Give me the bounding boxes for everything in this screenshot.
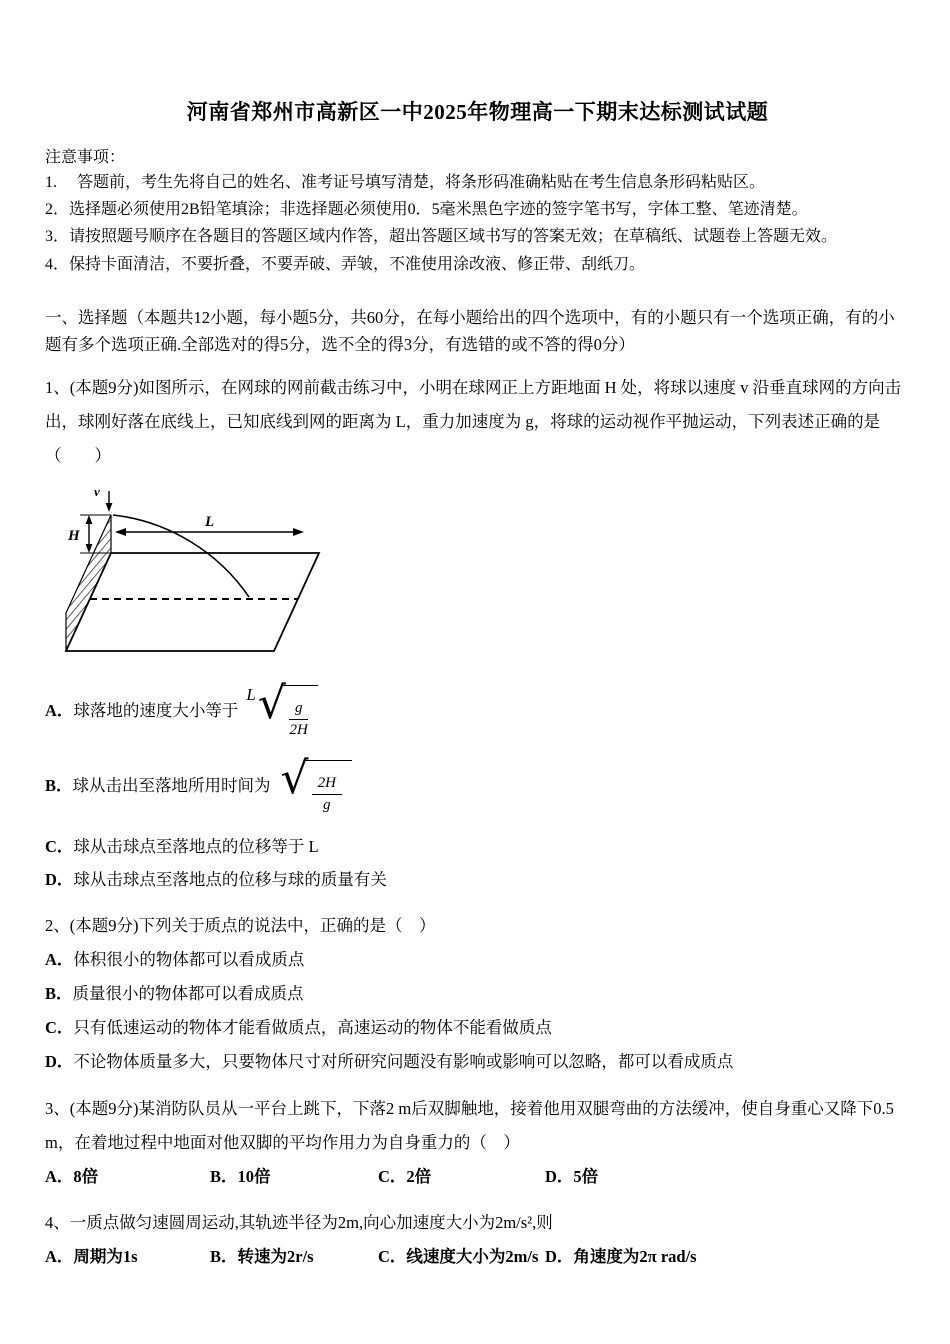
fraction-numerator: 2H	[312, 774, 342, 796]
option-text: 球从击球点至落地点的位移与球的质量有关	[73, 870, 387, 890]
formula-coefficient: L	[246, 684, 256, 704]
fraction-denominator: g	[322, 797, 331, 814]
q2-option-d	[45, 1045, 910, 1079]
radical-group	[257, 677, 319, 741]
option-letter: A．	[45, 701, 74, 721]
formula-sqrt-fraction	[246, 677, 318, 741]
l-arrowhead-left-icon	[115, 528, 126, 536]
radical-sign-icon: √	[280, 752, 309, 804]
option-text: 体积很小的物体都可以看成质点	[73, 950, 305, 970]
option-text: 只有低速运动的物体才能看做质点，高速运动的物体不能看做质点	[73, 1017, 552, 1037]
q4-option-b: B．转速为2r/s	[210, 1246, 314, 1266]
option-text: 质量很小的物体都可以看成质点	[72, 983, 304, 1003]
question-1	[45, 371, 910, 897]
fraction	[289, 699, 309, 741]
label-L: L	[205, 513, 215, 530]
ball-trajectory	[113, 515, 249, 597]
q1-option-c	[45, 830, 910, 864]
option-letter: B．	[45, 776, 73, 796]
notice-header: 注意事项：	[45, 149, 126, 166]
option-text: 不论物体质量多大，只要物体尺寸对所研究问题没有影响或影响可以忽略，都可以看成质点	[73, 1051, 734, 1071]
paper-title: 河南省郑州市高新区一中2025年物理高一下期末达标测试试题	[186, 100, 769, 124]
notice-item-2: 2．选择题必须使用2B铅笔填涂；非选择题必须使用0．5毫米黑色字迹的签字笔书写，字体工整、笔迹清楚。	[45, 201, 808, 219]
option-letter: C．	[45, 836, 74, 856]
l-arrowhead-right-icon	[293, 528, 304, 536]
question-2	[45, 909, 910, 1078]
q1-stem: 1、(本题9分)如图所示，在网球的网前截击练习中，小明在球网正上方距地面 H 处，将球以速度 v 沿垂直球网的方向击出，球刚好落在底线上，已知底线到网的距离为 L，重力加速度为 g，将球的运动视作平抛运动，下列表述正确的是（ ）	[45, 378, 902, 465]
question-3	[45, 1092, 910, 1193]
v-arrowhead-icon	[106, 503, 113, 512]
notice-item-4: 4．保持卡面清洁，不要折叠，不要弄破、弄皱，不准使用涂改液、修正带、刮纸刀。	[45, 255, 646, 273]
q3-option-b: B．10倍	[210, 1166, 271, 1186]
section1-header: 一、选择题（本题共12小题，每小题5分，共60分，在每小题给出的四个选项中，有的小题只有一个选项正确，有的小题有多个选项正确.全部选对的得5分，选不全的得3分，有选错的或不答的得0分）	[45, 307, 895, 355]
radical-sign-icon: √	[257, 677, 286, 729]
notice-item-1: 1. 答题前，考生先将自己的姓名、准考证号填写清楚，将条形码准确粘贴在考生信息条形码粘贴区。	[45, 174, 766, 191]
option-letter: D．	[45, 870, 74, 890]
q3-stem: 3、(本题9分)某消防队员从一平台上跳下，下落2 m后双脚触地，接着他用双腿弯曲的方法缓冲，使自身重心又降下0.5 m，在着地过程中地面对他双脚的平均作用力为自身重力的（ ）	[45, 1099, 894, 1153]
fraction-denominator: 2H	[289, 722, 308, 739]
h-arrowhead-down-icon	[86, 544, 93, 553]
q2-option-a	[45, 943, 910, 977]
q4-option-a: A．周期为1s	[45, 1246, 138, 1266]
option-text: 球落地的速度大小等于	[73, 701, 239, 721]
label-H: H	[68, 527, 80, 544]
q1-option-b	[45, 752, 910, 816]
notice-item-3: 3．请按照题号顺序在各题目的答题区域内作答，超出答题区域书写的答案无效；在草稿纸、试题卷上答题无效。	[45, 228, 838, 246]
q4-option-c: C．线速度大小为2m/s	[378, 1246, 539, 1266]
q3-option-c: C．2倍	[378, 1166, 432, 1186]
q2-stem: 2、(本题9分)下列关于质点的说法中，正确的是（ ）	[45, 916, 436, 936]
q3-options-row	[45, 1160, 910, 1194]
question-4	[45, 1206, 910, 1274]
q1-option-d	[45, 863, 910, 897]
option-letter: A．	[45, 950, 74, 970]
q2-option-b	[45, 977, 910, 1011]
option-text: 球从击出至落地所用时间为	[72, 776, 271, 796]
option-letter: B．	[45, 983, 73, 1003]
q3-option-a: A．8倍	[45, 1166, 99, 1186]
fraction	[312, 774, 342, 816]
q1-figure	[49, 481, 349, 666]
notice-section	[45, 144, 910, 278]
q2-option-c	[45, 1011, 910, 1045]
radical-group	[280, 752, 352, 816]
q3-option-d: D．5倍	[545, 1166, 599, 1186]
label-v: v	[94, 483, 100, 499]
option-letter: D．	[45, 1051, 74, 1071]
q4-option-d: D．角速度为2π rad/s	[545, 1246, 697, 1266]
h-arrowhead-up-icon	[86, 515, 93, 524]
option-text: 球从击球点至落地点的位移等于 L	[73, 836, 319, 856]
q1-option-a	[45, 677, 910, 741]
fraction-numerator: g	[289, 699, 309, 721]
q4-options-row	[45, 1240, 910, 1274]
option-letter: C．	[45, 1017, 74, 1037]
q4-stem: 4、一质点做匀速圆周运动,其轨迹半径为2m,向心加速度大小为2m/s²,则	[45, 1212, 553, 1232]
formula-sqrt-fraction	[279, 752, 352, 816]
